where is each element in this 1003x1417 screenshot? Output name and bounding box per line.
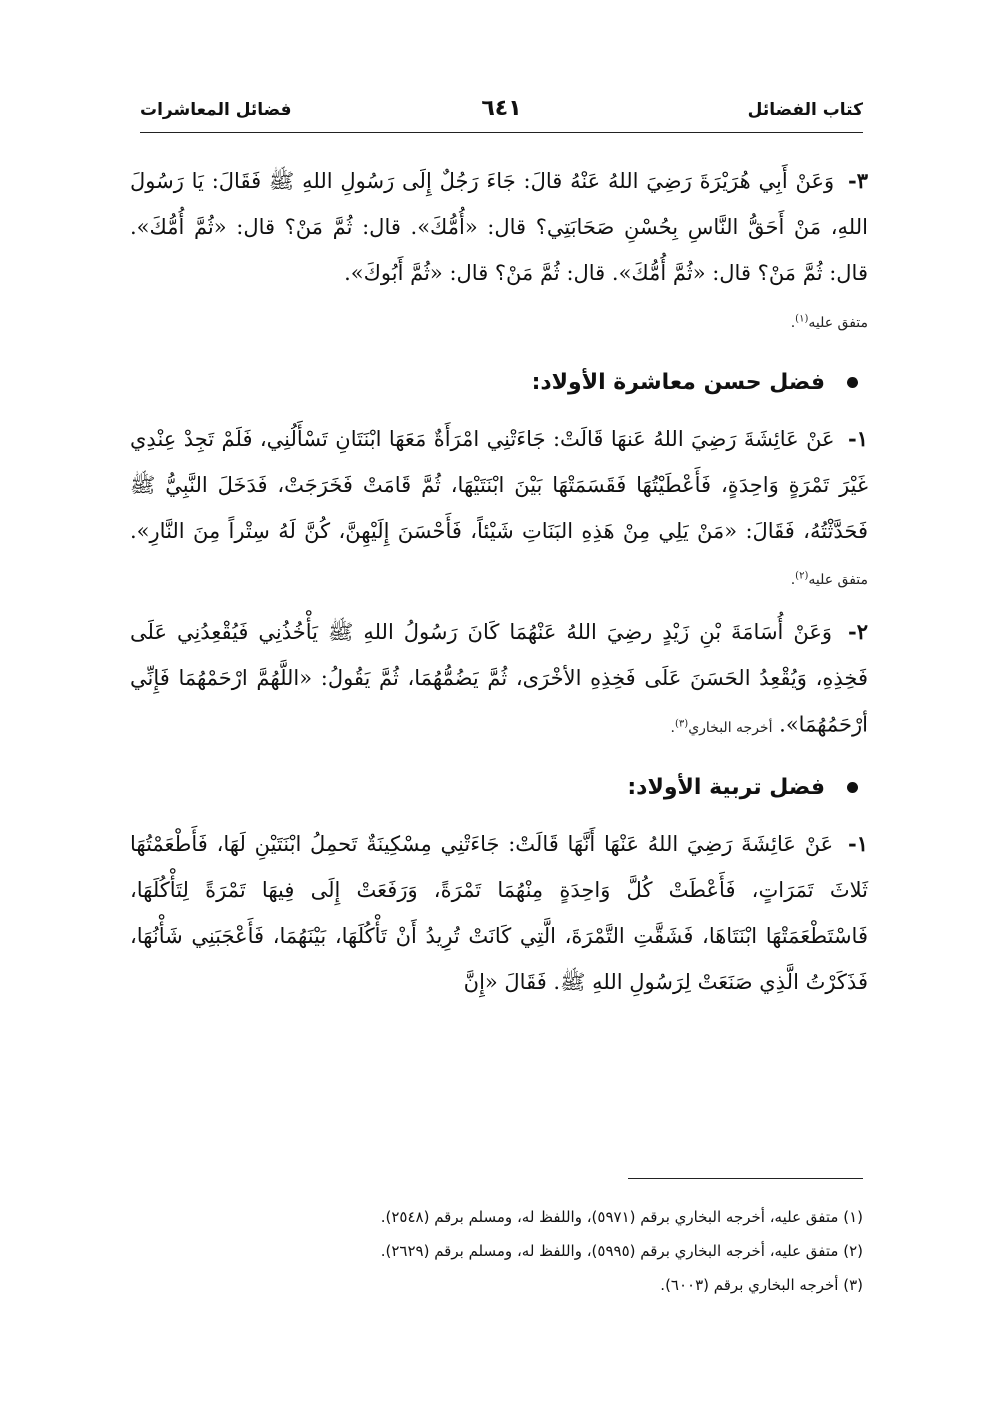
footnote-ref: (١)	[795, 313, 809, 324]
section-heading: فضل حسن معاشرة الأولاد:	[130, 366, 868, 400]
page-header	[140, 96, 863, 130]
bullet-icon	[847, 782, 858, 793]
hadith-number: ٣-	[847, 168, 868, 193]
footnote: (٢) متفق عليه، أخرجه البخاري برقم (٥٩٩٥)، واللفظ له، ومسلم برقم (٢٦٢٩).	[380, 1242, 863, 1260]
hadith-paragraph	[130, 821, 868, 1005]
section-heading: فضل تربية الأولاد:	[130, 771, 868, 805]
hadith-text: عَنْ عَائِشَةَ رَضِيَ اللهُ عَنْهَا أَنَّهَا قَالَتْ: جَاءَتْنِي مِسْكِينَةٌ تَحمِلُ ابْنَتَيْنِ لَهَا، فَأَطْعَمْتُهَا ثَلاثَ تَمَرَاتٍ، فَأَعْطَتْ كُلَّ وَاحِدَةٍ مِنْهُمَا تَمْرَةً، وَرَفَعَتْ إِلَى فِيهَا تَمْرَةً لِتَأْكُلَهَا، فَاسْتَطْعَمَتْهَا ابْنَتَاهَا، فَشَقَّتِ التَّمْرَةَ، الَّتِي كَانَتْ تُرِيدُ أَنْ تَأْكُلَهَا، بَيْنَهُمَا، فَأَعْجَبَنِي شَأْنُهَا، فَذَكَرْتُ الَّذِي صَنَعَتْ لِرَسُولِ اللهِ ﷺ. فَقَالَ «إِنَّ	[130, 831, 868, 994]
hadith-paragraph	[130, 416, 868, 604]
hadith-paragraph	[130, 158, 868, 346]
hadith-text: وَعَنْ أَبِي هُرَيْرَةَ رَضِيَ اللهُ عَنْهُ قالَ: جَاءَ رَجُلٌ إِلَى رَسُولِ اللهِ ﷺ فَقَالَ: يَا رَسُولَ اللهِ، مَنْ أَحَقُّ النَّاسِ بِحُسْنِ صَحَابَتِي؟ قال: «أُمُّكَ». قال: ثُمَّ مَنْ؟ قال: «ثُمَّ أُمُّكَ». قال: ثُمَّ مَنْ؟ قال: «ثُمَّ أُمُّكَ». قال: ثُمَّ مَنْ؟ قال: «ثُمَّ أَبُوكَ».	[130, 169, 868, 285]
footnote-ref: (٣)	[675, 718, 689, 730]
hadith-number: ٢-	[848, 619, 868, 645]
hadith-number: ١-	[848, 425, 868, 451]
footnotes	[140, 1202, 863, 1304]
page-number: ٦٤١	[481, 96, 522, 121]
chapter-title: فضائل المعاشرات	[140, 100, 292, 120]
footnote: (١) متفق عليه، أخرجه البخاري برقم (٥٩٧١)، واللفظ له، ومسلم برقم (٢٥٤٨).	[380, 1208, 863, 1226]
main-content	[130, 158, 868, 1011]
footnote-divider	[628, 1178, 863, 1179]
hadith-source: أخرجه البخاري$^{(٣)}$.	[670, 718, 773, 736]
hadith-source: متفق عليه$^{(١)}$.	[790, 313, 868, 331]
book-title: كتاب الفضائل	[747, 100, 863, 120]
bullet-icon	[847, 377, 858, 388]
hadith-text: وَعَنْ أُسَامَةَ بْنِ زَيْدٍ رضِيَ اللهُ عَنْهُمَا كَانَ رَسُولُ اللهِ ﷺ يَأْخُذُنِي فَيُقْعِدُنِي عَلَى فَخِذِهِ، وَيُقْعِدُ الحَسَنَ عَلَى فَخِذِهِ الأخْرَى، ثُمَّ يَضُمُّهُمَا، ثُمَّ يَقُولُ: «اللَّهُمَّ ارْحَمْهُمَا فَإِنِّي أرْحَمُهُمَا».	[130, 620, 868, 737]
hadith-source: متفق عليه$^{(٢)}$.	[790, 570, 868, 589]
footnote-ref: (٢)	[795, 570, 809, 582]
hadith-number: ١-	[847, 830, 868, 856]
footnote: (٣) أخرجه البخاري برقم (٦٠٠٣).	[660, 1276, 863, 1294]
header-divider	[140, 132, 863, 133]
hadith-paragraph	[130, 609, 868, 751]
hadith-text: عَنْ عَائِشَةَ رَضِيَ اللهُ عَنهَا قَالَتْ: جَاءَتْنِي امْرَأَةٌ مَعَهَا ابْنَتَانِ تَسْأَلُنِي، فَلَمْ تَجِدْ عِنْدِي غَيْرَ تَمْرَةٍ وَاحِدَةٍ، فَأَعْطَيْتُهَا فَقَسَمَتْهَا بَيْنَ ابْنَتَيْهَا، ثُمَّ قَامَتْ فَخَرَجَتْ، فَدَخَلَ النَّبِيُّ ﷺ فَحَدَّثْتُهُ، فَقَالَ: «مَنْ يَلِي مِنْ هَذِهِ البَنَاتِ شَيْئاً، فَأَحْسَنَ إِلَيْهِنَّ، كُنَّ لَهُ سِتْراً مِنَ النَّارِ».	[130, 426, 868, 543]
